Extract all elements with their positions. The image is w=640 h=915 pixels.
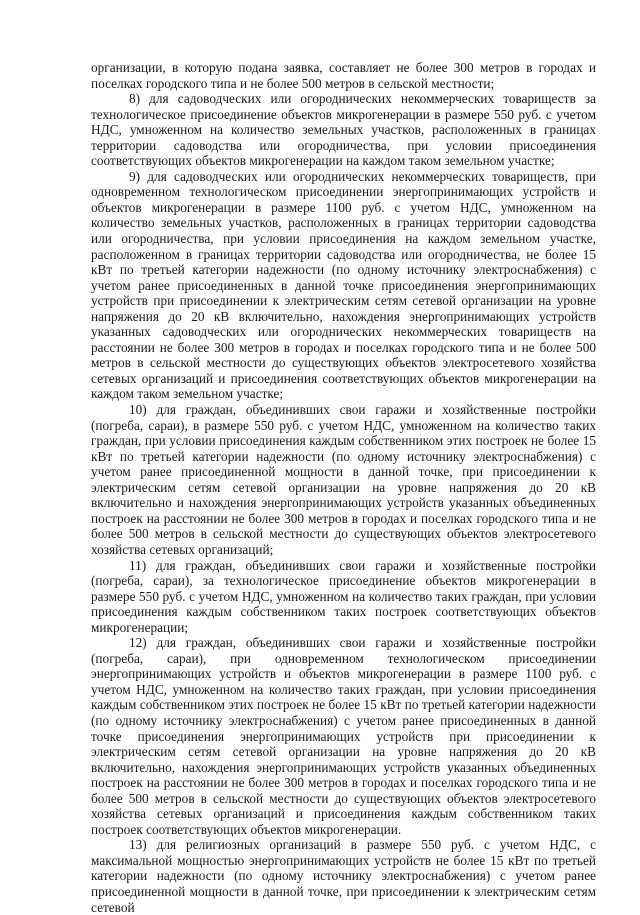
paragraph-item-12: 12) для граждан, объединивших свои гаражи и хозяйственные постройки (погреба, сараи), при одновременном технологическом присоединении энергопринимающих устройств и объектов микрогенерации в размере 1100 руб. с учетом НДС, умноженном на количество таких граждан, при условии присоединения каждым собственником этих построек не более 15 кВт по третьей категории надежности (по одному источнику электроснабжения) с учетом ранее присоединенных в данной точке присоединения энергопринимающих устройств при присоединении к электрическим сетям сетевой организации на уровне напряжения до 20 кВ включительно, нахождения энергопринимающих устройств указанных объединенных построек на расстоянии не более 300 метров в городах и поселках городского типа и не более 500 метров в сельской местности до существующих объектов электросетевого хозяйства сетевых организаций и присоединения каждым собственником таких построек соответствующих объектов микрогенерации. — [91, 635, 596, 837]
paragraph-item-10: 10) для граждан, объединивших свои гаражи и хозяйственные постройки (погреба, сараи), в размере 550 руб. с учетом НДС, умноженном на количество таких граждан, при условии присоединения каждым собственником этих построек не более 15 кВт по третьей категории надежности (по одному источнику электроснабжения) с учетом ранее присоединенной мощности в данной точке, при присоединении к электрическим сетям сетевой организации на уровне напряжения до 20 кВ включительно и нахождения энергопринимающих устройств указанных объединенных построек на расстоянии не более 300 метров в городах и поселках городского типа и не более 500 метров в сельской местности до существующих объектов электросетевого хозяйства сетевых организаций; — [91, 402, 596, 557]
paragraph-item-11: 11) для граждан, объединивших свои гаражи и хозяйственные постройки (погреба, сараи), за технологическое присоединение объектов микрогенерации в размере 550 руб. с учетом НДС, умноженном на количество таких граждан, при условии присоединения каждым собственником таких построек соответствующих объектов микрогенерации; — [91, 557, 596, 635]
paragraph-item-9: 9) для садоводческих или огороднических некоммерческих товариществ, при одновременном технологическом присоединении энергопринимающих устройств и объектов микрогенерации в размере 1100 руб. с учетом НДС, умноженном на количество земельных участков, расположенных в границах территории садоводства или огородничества, при условии присоединения на каждом земельном участке, расположенном в границах территории садоводства или огородничества, не более 15 кВт по третьей категории надежности (по одному источнику электроснабжения) с учетом ранее присоединенных в данной точке присоединения энергопринимающих устройств при присоединении к электрическим сетям сетевой организации на уровне напряжения до 20 кВ включительно, нахождения энергопринимающих устройств указанных садоводческих или огороднических некоммерческих товариществ на расстоянии не более 300 метров в городах и поселках городского типа и не более 500 метров в сельской местности до существующих объектов электросетевого хозяйства сетевых организаций и присоединения соответствующих объектов микрогенерации на каждом таком земельном участке; — [91, 168, 596, 402]
document-page — [91, 60, 596, 915]
paragraph-item-13: 13) для религиозных организаций в размере 550 руб. с учетом НДС, с максимальной мощностью энергопринимающих устройств не более 15 кВт по третьей категории надежности (по одному источнику электроснабжения) с учетом ранее присоединенной мощности в данной точке, при присоединении к электрическим сетям сетевой — [91, 837, 596, 915]
paragraph-item-8: 8) для садоводческих или огороднических некоммерческих товариществ за технологическое присоединение объектов микрогенерации в размере 550 руб. с учетом НДС, умноженном на количество земельных участков, расположенных в границах территории садоводства или огородничества, при условии присоединения соответствующих объектов микрогенерации на каждом таком земельном участке; — [91, 91, 596, 169]
paragraph-continuation: организации, в которую подана заявка, составляет не более 300 метров в городах и поселках городского типа и не более 500 метров в сельской местности; — [91, 60, 596, 91]
